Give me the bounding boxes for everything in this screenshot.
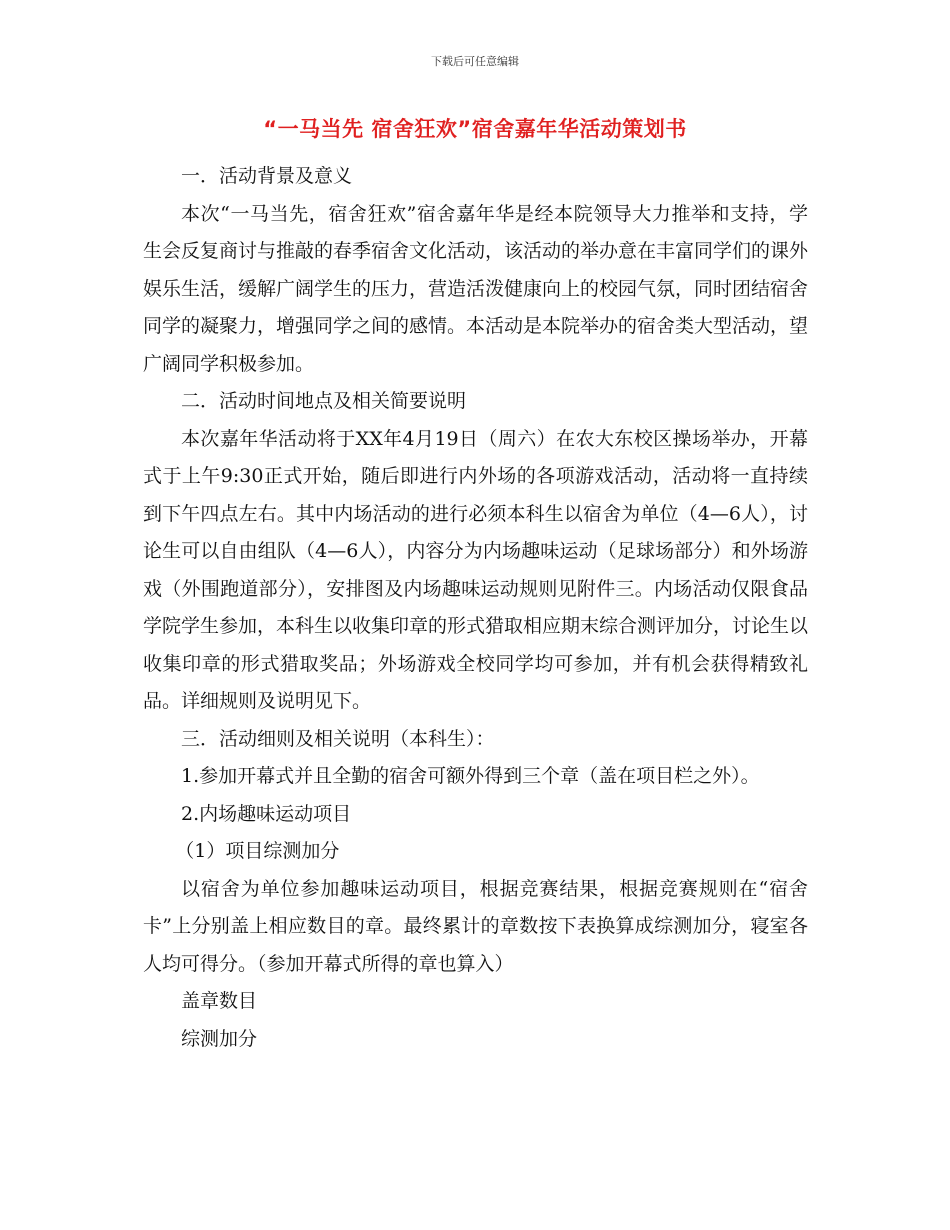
paragraph-rule-1: 1.参加开幕式并且全勤的宿舍可额外得到三个章（盖在项目栏之外）。 bbox=[181, 765, 760, 787]
sub-heading-score: （1）项目综测加分 bbox=[175, 840, 340, 862]
document-body bbox=[143, 158, 808, 1058]
paragraph-time-place: 本次嘉年华活动将于XX年4月19日（周六）在农大东校区操场举办，开幕式于上午9:30正式开始，随后即进行内外场的各项游戏活动，活动将一直持续到下午四点左右。其中内场活动的进行必须本科生以宿舍为单位（4—6人），讨论生可以自由组队（4—6人），内容分为内场趣味运动（足球场部分）和外场游戏（外围跑道部分），安排图及内场趣味运动规则见附件三。内场活动仅限食品学院学生参加，本科生以收集印章的形式猎取相应期末综合测评加分，讨论生以收集印章的形式猎取奖品；外场游戏全校同学均可参加，并有机会获得精致礼品。详细规则及说明见下。 bbox=[143, 427, 809, 712]
document-title: “一马当先 宿舍狂欢”宿舍嘉年华活动策划书 bbox=[263, 117, 687, 141]
section-heading-background: 一．活动背景及意义 bbox=[181, 165, 353, 187]
table-label-stamps: 盖章数目 bbox=[181, 990, 258, 1012]
paragraph-score: 以宿舍为单位参加趣味运动项目，根据竞赛结果，根据竞赛规则在“宿舍卡”上分别盖上相应数目的章。最终累计的章数按下表换算成综测加分，寝室各人均可得分。（参加开幕式所得的章也算入） bbox=[143, 877, 808, 975]
header-note: 下载后可任意编辑 bbox=[431, 55, 519, 68]
table-label-points: 综测加分 bbox=[181, 1027, 258, 1050]
section-heading-time-place: 二．活动时间地点及相关简要说明 bbox=[181, 390, 467, 412]
paragraph-rule-2: 2.内场趣味运动项目 bbox=[181, 802, 352, 825]
paragraph-background: 本次“一马当先，宿舍狂欢”宿舍嘉年华是经本院领导大力推举和支持，学生会反复商讨与推敲的春季宿舍文化活动，该活动的举办意在丰富同学们的课外娱乐生活，缓解广阔学生的压力，营造活泼健康向上的校园气氛，同时团结宿舍同学的凝聚力，增强同学之间的感情。本活动是本院举办的宿舍类大型活动，望广阔同学积极参加。 bbox=[143, 202, 809, 375]
section-heading-rules: 三．活动细则及相关说明（本科生）： bbox=[181, 727, 495, 750]
